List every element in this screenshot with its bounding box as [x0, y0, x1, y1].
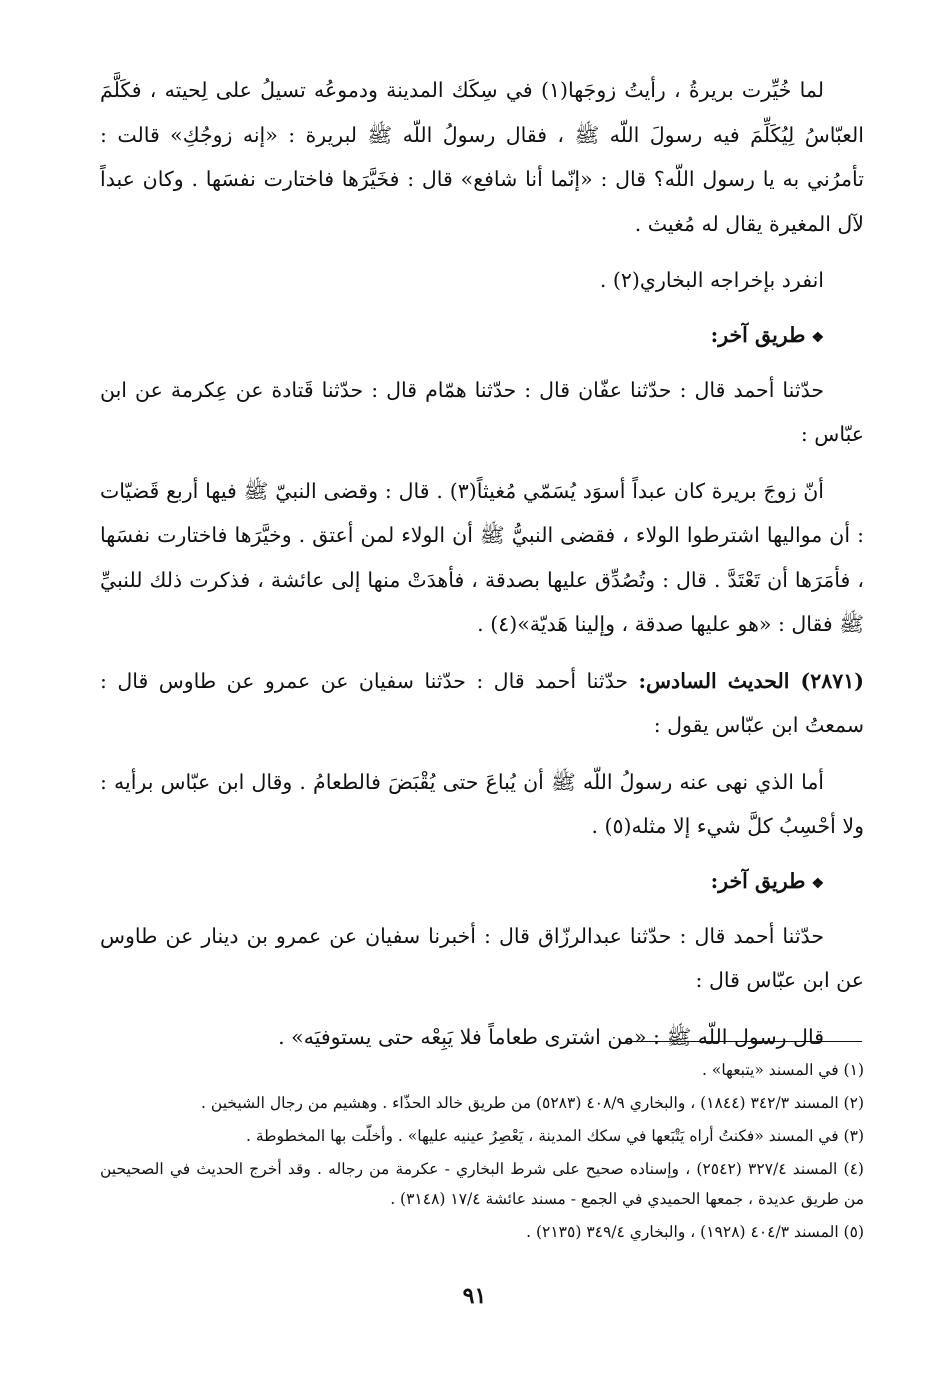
hadith-text: حدّثنا أحمد قال : حدّثنا سفيان عن عمرو عن طاوس قال : سمعتُ ابن عبّاس يقول :	[100, 668, 864, 737]
page-body	[100, 68, 864, 1071]
section-heading-text: طريق آخر:	[710, 322, 806, 347]
section-heading	[100, 315, 864, 358]
hadith-label: (٢٨٧١) الحديث السادس:	[638, 668, 864, 693]
footnote: (٤) المسند ٣٢٧/٤ (٢٥٤٢) ، وإسناده صحيح على شرط البخاري - عكرمة من رجاله . وقد أخرج الحديث في الصحيحين من طريق عديدة ، جمعها الحميدي في الجمع - مسند عائشة ١٧/٤ (٣١٤٨) .	[100, 1160, 864, 1208]
paragraph: حدّثنا أحمد قال : حدّثنا عبدالرزّاق قال : أخبرنا سفيان عن عمرو بن دينار عن طاوس عن ابن عبّاس قال :	[100, 923, 864, 992]
section-heading-text: طريق آخر:	[710, 868, 806, 893]
footnote: (١) في المسند «يتبعها» .	[701, 1061, 864, 1079]
paragraph: حدّثنا أحمد قال : حدّثنا عفّان قال : حدّثنا همّام قال : حدّثنا قَتادة عن عِكرمة عن ابن عبّاس :	[100, 377, 864, 446]
heading-marker-icon: ❖	[811, 329, 824, 346]
footnotes	[100, 1055, 864, 1250]
paragraph: انفرد بإخراجه البخاري(٢) .	[599, 268, 824, 292]
page-number: ٩١	[462, 1283, 487, 1309]
paragraph: أنّ زوجَ بريرة كان عبداً أسوَد يُسَمّي مُغيثاً(٣) . قال : وقضى النبيّ ﷺ فيها أربع قَضيّات : أن مواليها اشترطوا الولاء ، فقضى النبيُّ ﷺ أن الولاء لمن أعتق . وخيَّرَها فاختارت نفسَها ، فأمَرَها أن تَعْتَدَّ . قال : وتُصُدِّق عليها بصدقة ، فأهدَتْ منها إلى عائشة ، فذكرت ذلك للنبيِّ ﷺ فقال : «هو عليها صدقة ، وإلينا هَديّة»(٤) .	[100, 478, 864, 636]
paragraph: أما الذي نهى عنه رسولُ اللّه ﷺ أن يُباعَ حتى يُقْبَضَ فالطعامُ . وقال ابن عبّاس برأيه : ولا أحْسِبُ كلَّ شيء إلا مثله(٥) .	[100, 769, 864, 838]
hadith-paragraph	[100, 659, 864, 748]
paragraph: قال رسول اللّه ﷺ : «من اشترى طعاماً فلا يَبِعْه حتى يستوفيَه» .	[278, 1024, 824, 1049]
footnote: (٣) في المسند «فكنتُ أراه يَتْبَعها في سكك المدينة ، يَعْصِرُ عينيه عليها» . وأخلّت بها المخطوطة .	[245, 1127, 864, 1145]
footnote: (٥) المسند ٤٠٤/٣ (١٩٢٨) ، والبخاري ٣٤٩/٤ (٢١٣٥) .	[526, 1223, 864, 1241]
footnote: (٢) المسند ٣٤٢/٣ (١٨٤٤) ، والبخاري ٤٠٨/٩ (٥٢٨٣) من طريق خالد الحذّاء . وهشيم من رجال الشيخين .	[201, 1094, 864, 1112]
paragraph: لما خُيِّرت بريرةُ ، رأيتُ زوجَها(١) في سِكَك المدينة ودموعُه تسيلُ على لِحيته ، فكَلَّمَ العبّاسُ لِيُكَلِّمَ فيه رسولَ اللّه ﷺ ، فقال رسولُ اللّه ﷺ لبريرة : «إنه زوجُكِ» قالت : تأمرُني به يا رسول اللّه؟ قال : «إنّما أنا شافع» قال : فخَيَّرَها فاختارت نفسَها . وكان عبداً لآل المغيرة يقال له مُغيث .	[100, 78, 864, 236]
section-heading	[100, 861, 864, 904]
footnote-divider	[627, 1041, 862, 1042]
heading-marker-icon: ❖	[811, 875, 824, 892]
